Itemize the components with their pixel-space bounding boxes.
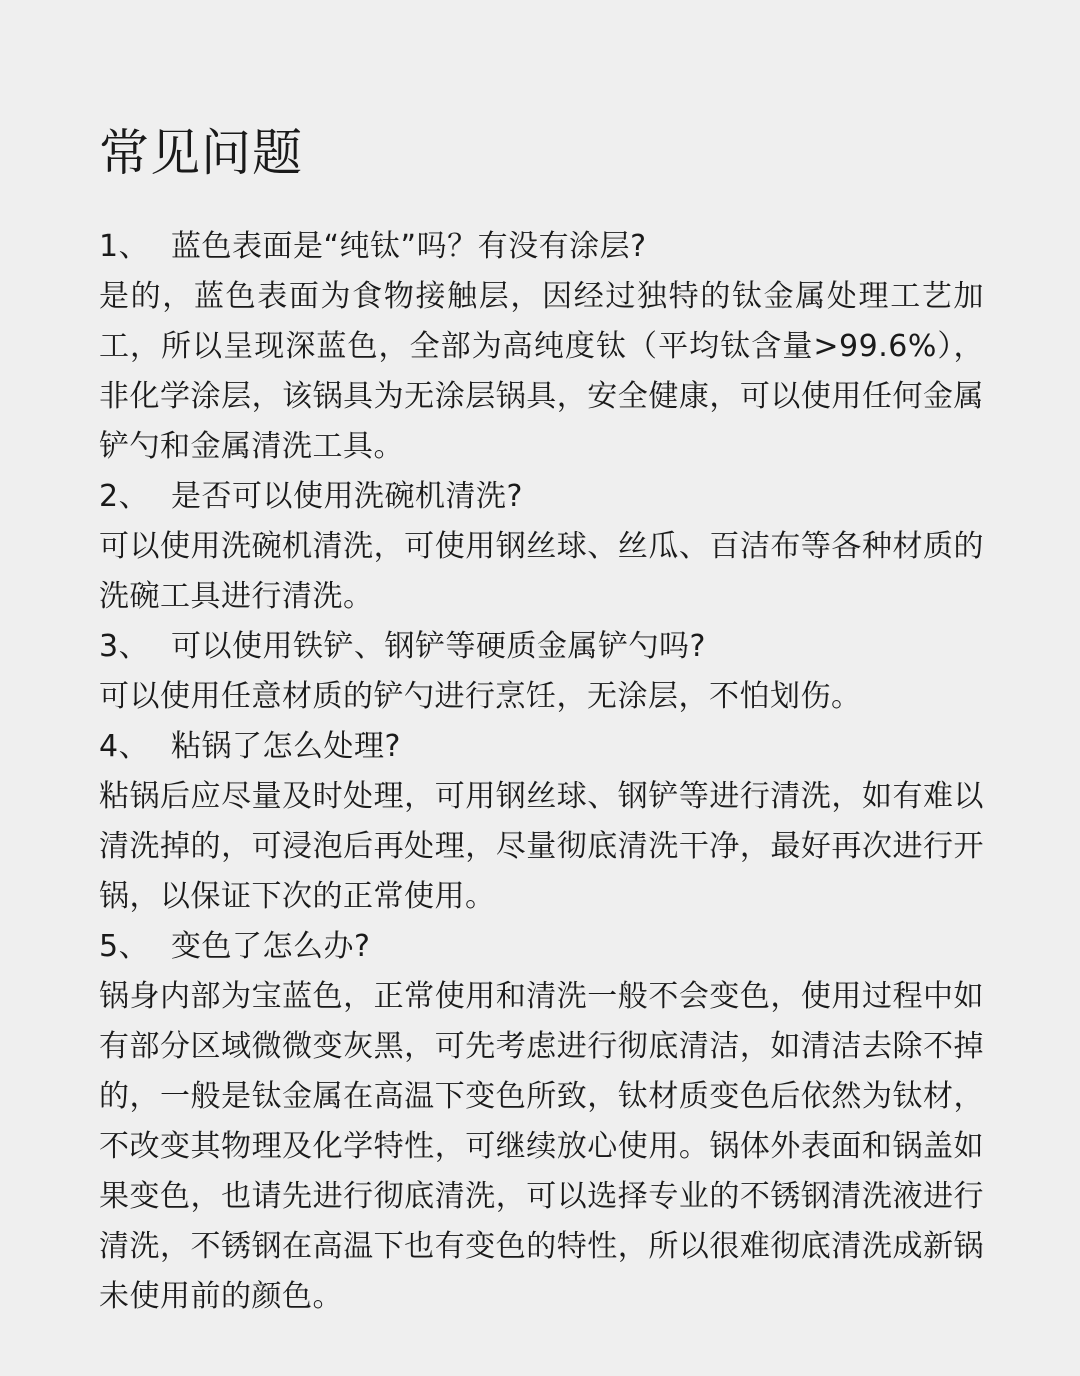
faq-answer: 是的，蓝色表面为食物接触层，因经过独特的钛金属处理工艺加工，所以呈现深蓝色，全部为高纯度钛（平均钛含量>99.6%），非化学涂层，该锅具为无涂层锅具，安全健康，可以使用任何金属铲勺和金属清洗工具。 xyxy=(99,279,984,464)
faq-question-text: 粘锅了怎么处理? xyxy=(171,729,401,764)
faq-question-text: 变色了怎么办? xyxy=(171,929,371,964)
faq-question xyxy=(99,622,984,672)
faq-answer: 粘锅后应尽量及时处理，可用钢丝球、钢铲等进行清洗，如有难以清洗掉的，可浸泡后再处理，尽量彻底清洗干净，最好再次进行开锅，以保证下次的正常使用。 xyxy=(99,779,984,914)
faq-question xyxy=(99,922,984,972)
faq-question xyxy=(99,722,984,772)
faq-list xyxy=(99,222,984,1322)
page-title: 常见问题 xyxy=(99,124,303,182)
faq-item-1 xyxy=(99,222,984,472)
faq-answer: 可以使用洗碗机清洗，可使用钢丝球、丝瓜、百洁布等各种材质的洗碗工具进行清洗。 xyxy=(99,529,984,614)
faq-number: 4、 xyxy=(99,729,150,764)
faq-number: 1、 xyxy=(99,229,150,264)
faq-question-text: 蓝色表面是“纯钛”吗？有没有涂层? xyxy=(171,229,647,264)
faq-question xyxy=(99,472,984,522)
faq-question-text: 是否可以使用洗碗机清洗? xyxy=(171,479,523,514)
faq-answer: 可以使用任意材质的铲勺进行烹饪，无涂层，不怕划伤。 xyxy=(99,679,862,714)
faq-item-2 xyxy=(99,472,984,622)
faq-question xyxy=(99,222,984,272)
faq-answer: 锅身内部为宝蓝色，正常使用和清洗一般不会变色，使用过程中如有部分区域微微变灰黑，可先考虑进行彻底清洁，如清洁去除不掉的，一般是钛金属在高温下变色所致，钛材质变色后依然为钛材，不改变其物理及化学特性，可继续放心使用。锅体外表面和锅盖如果变色，也请先进行彻底清洗，可以选择专业的不锈钢清洗液进行清洗，不锈钢在高温下也有变色的特性，所以很难彻底清洗成新锅未使用前的颜色。 xyxy=(99,979,984,1314)
faq-number: 5、 xyxy=(99,929,150,964)
faq-question-text: 可以使用铁铲、钢铲等硬质金属铲勺吗? xyxy=(171,629,706,664)
faq-number: 2、 xyxy=(99,479,150,514)
faq-item-5 xyxy=(99,922,984,1322)
faq-item-3 xyxy=(99,622,984,722)
faq-item-4 xyxy=(99,722,984,922)
faq-number: 3、 xyxy=(99,629,150,664)
